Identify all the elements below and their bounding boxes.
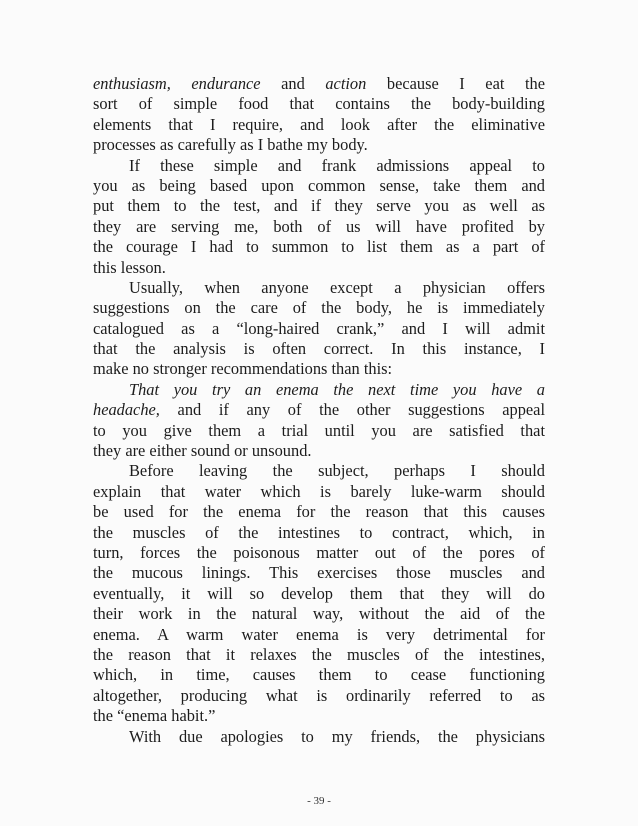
text-line [93, 421, 545, 441]
text-line [93, 258, 545, 278]
text-segment: the “enema habit.” [93, 706, 216, 726]
text-line [93, 74, 545, 94]
text-segment: enema. A warm water enema is very detrimental for [93, 624, 545, 644]
text-line [93, 115, 545, 135]
text-segment: If these simple and frank admissions appeal to [129, 155, 545, 175]
text-segment: you as being based upon common sense, take them and [93, 175, 545, 195]
text-segment: elements that I require, and look after the eliminative [93, 114, 545, 134]
text-segment: Usually, when anyone except a physician offers [129, 277, 545, 297]
text-segment: and if any of the other suggestions appeal [159, 400, 545, 420]
text-segment: catalogued as a “long-haired crank,” and I will admit [93, 318, 545, 338]
text-segment: With due apologies to my friends, the physicians [129, 726, 545, 746]
text-segment: put them to the test, and if they serve you as well as [93, 196, 545, 216]
text-line [93, 523, 545, 543]
text-line [93, 584, 545, 604]
text-line [93, 380, 545, 400]
text-segment: which, in time, causes them to cease functioning [93, 665, 545, 685]
text-segment: their work in the natural way, without the aid of the [93, 604, 545, 624]
text-segment: and [260, 74, 326, 93]
italic-text: enthusiasm, endurance [93, 74, 261, 93]
text-line [93, 400, 545, 420]
text-line [93, 176, 545, 196]
text-line [93, 94, 545, 114]
text-segment: suggestions on the care of the body, he is immediately [93, 298, 545, 318]
text-segment: make no stronger recommendations than this: [93, 359, 393, 379]
text-line [93, 543, 545, 563]
text-segment: altogether, producing what is ordinarily referred to as [93, 685, 545, 705]
text-line [93, 156, 545, 176]
text-segment: this lesson. [93, 257, 166, 277]
text-line [93, 482, 545, 502]
text-line [93, 278, 545, 298]
text-segment: Before leaving the subject, perhaps I should [129, 461, 545, 481]
text-segment: eventually, it will so develop them that they will do [93, 583, 545, 603]
text-line [93, 502, 545, 522]
text-segment: processes as carefully as I bathe my body. [93, 135, 368, 155]
text-segment: because I eat the [366, 74, 545, 93]
text-line [93, 604, 545, 624]
text-segment: they are either sound or unsound. [93, 441, 312, 461]
text-segment: turn, forces the poisonous matter out of the pores of [93, 542, 545, 562]
text-line [93, 686, 545, 706]
page-number: - 39 - [307, 795, 331, 807]
text-line [93, 645, 545, 665]
text-line [93, 727, 545, 747]
text-segment: be used for the enema for the reason that this causes [93, 502, 545, 522]
text-line [93, 461, 545, 481]
italic-text: That you try an enema the next time you have a [129, 379, 545, 399]
text-segment: the courage I had to summon to list them as a part of [93, 237, 545, 257]
text-segment: sort of simple food that contains the body-building [93, 94, 545, 114]
text-segment: the reason that it relaxes the muscles of the intestines, [93, 644, 545, 664]
text-segment: the muscles of the intestines to contract, which, in [93, 522, 545, 542]
text-line [93, 298, 545, 318]
italic-text: action [325, 74, 367, 93]
text-line [93, 441, 545, 461]
text-line [93, 359, 545, 379]
text-segment: to you give them a trial until you are satisfied that [93, 420, 545, 440]
text-segment: that the analysis is often correct. In this instance, I [93, 339, 545, 359]
text-line [93, 563, 545, 583]
text-segment: the mucous linings. This exercises those muscles and [93, 563, 545, 583]
body-text [93, 74, 545, 747]
text-line [93, 665, 545, 685]
text-line [93, 319, 545, 339]
text-line [93, 625, 545, 645]
italic-text: headache, [93, 400, 160, 420]
text-line [93, 706, 545, 726]
text-segment: they are serving me, both of us will have profited by [93, 216, 545, 236]
text-line [93, 217, 545, 237]
text-line [93, 339, 545, 359]
text-line [93, 135, 545, 155]
text-segment: explain that water which is barely luke-warm should [93, 481, 545, 501]
text-line [93, 196, 545, 216]
text-line [93, 237, 545, 257]
